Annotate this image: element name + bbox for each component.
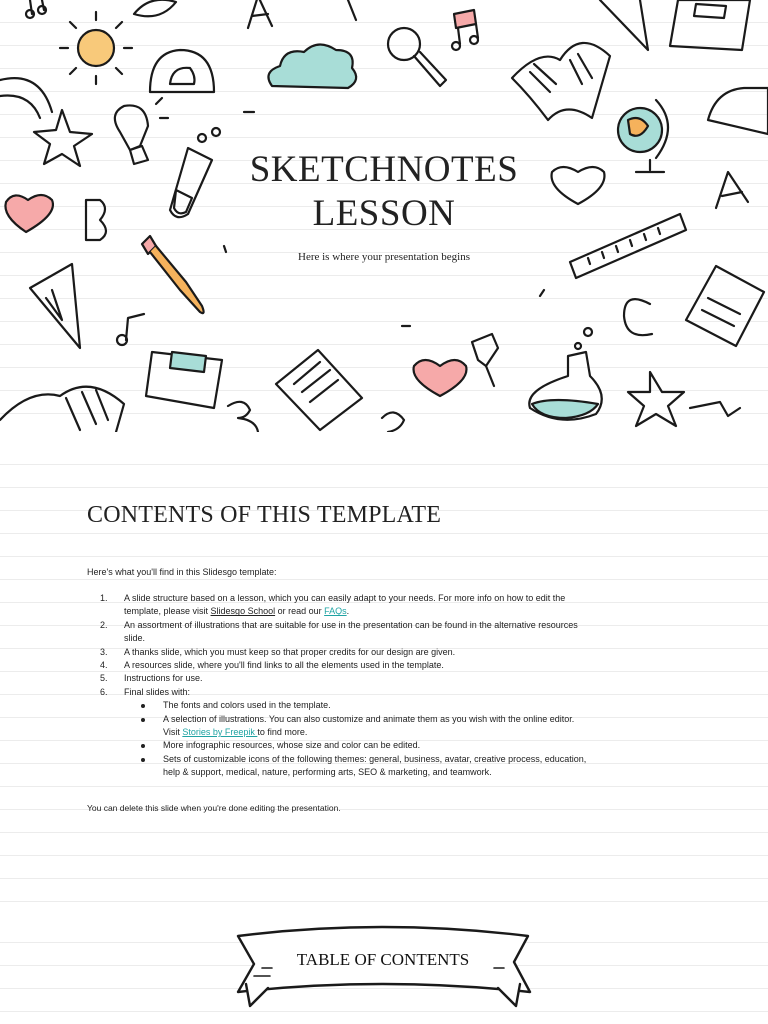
- letter-c-icon: [624, 299, 652, 335]
- book-bottom-icon: [146, 352, 222, 408]
- contents-title: CONTENTS OF THIS TEMPLATE: [87, 502, 442, 528]
- presentation-title: SKETCHNOTES LESSON: [249, 149, 519, 234]
- contents-list: [87, 592, 587, 780]
- protractor-icon: [150, 50, 214, 92]
- list-text: A thanks slide, which you must keep so that proper credits for our design are given.: [124, 646, 456, 657]
- triangle-ruler-icon: [30, 264, 80, 348]
- title-slide: [0, 0, 768, 432]
- set-square-icon: [600, 0, 648, 50]
- list-item: [87, 659, 587, 672]
- swoosh-icon: [690, 402, 740, 416]
- list-item: [87, 646, 587, 659]
- push-pin-icon: [472, 334, 498, 386]
- star-bottom-icon: [628, 372, 684, 426]
- sub-list-item: More infographic resources, whose size and color can be edited.: [124, 739, 587, 752]
- list-number: 1.: [100, 593, 108, 603]
- sun-icon: [60, 12, 132, 84]
- sub-list-item: [124, 713, 587, 740]
- music-note-mid-icon: [117, 314, 144, 345]
- lightbulb-icon: [115, 98, 168, 164]
- sub-list-item: Sets of customizable icons of the following themes: general, business, avatar, creative process, education, help & support, medical, nature, performing arts, SEO & marketing, and teamwork.: [124, 753, 587, 780]
- digit-two-icon: [382, 412, 404, 432]
- list-text: or read our: [275, 606, 325, 617]
- flask-icon: [529, 328, 601, 420]
- letter-a-right-icon: [716, 172, 748, 208]
- list-text: .: [346, 606, 350, 617]
- sub-list-text: A selection of illustrations. You can also customize and animate them as you wish with the online editor. Visit: [163, 713, 575, 738]
- leaf-icon: [134, 0, 176, 16]
- magnifier-icon: [388, 28, 446, 86]
- list-number: 4.: [100, 660, 108, 671]
- rainbow-icon: [0, 78, 52, 118]
- ruler-icon: [570, 214, 686, 278]
- heart-left-icon: [5, 195, 53, 232]
- stories-by-freepik-link[interactable]: Stories by Freepik: [182, 727, 258, 738]
- list-item: [87, 686, 587, 780]
- music-note-pink-icon: [452, 10, 478, 50]
- list-text: A resources slide, where you'll find links to all the elements used in the template.: [124, 660, 444, 671]
- sub-list-text: to find more.: [257, 727, 308, 738]
- open-book-bottom-icon: [0, 387, 124, 432]
- list-number: 5.: [100, 673, 108, 684]
- pencil-top-icon: [348, 0, 356, 20]
- table-of-contents-title: TABLE OF CONTENTS: [296, 950, 470, 969]
- presentation-subtitle: Here is where your presentation begins: [298, 251, 470, 263]
- open-book-icon: [512, 43, 610, 120]
- toc-slide: [0, 920, 768, 1024]
- sub-list-item: The fonts and colors used in the template.: [124, 699, 587, 712]
- list-text: An assortment of illustrations that are suitable for use in the presentation can be found in the alternative resources slide.: [124, 619, 578, 644]
- slide-gap: [0, 432, 768, 442]
- contents-intro: Here's what you'll find in this Slidesgo template:: [87, 567, 277, 577]
- list-number: 2.: [100, 619, 108, 630]
- cloud-icon: [268, 44, 356, 88]
- music-note-icon: [26, 0, 46, 18]
- document-icon: [276, 350, 362, 430]
- letter-b-icon: [86, 200, 106, 240]
- list-text: Instructions for use.: [124, 673, 203, 684]
- letter-a-top-icon: [248, 0, 272, 28]
- list-item: [87, 672, 587, 685]
- globe-icon: [618, 100, 668, 172]
- list-text: A slide structure based on a lesson, which you can easily adapt to your needs. For more info on how to edit the template, please visit: [124, 593, 566, 617]
- list-item: [87, 592, 587, 619]
- heart-bottom-icon: [414, 360, 467, 396]
- sub-list: [124, 699, 587, 779]
- faqs-link[interactable]: FAQs: [324, 606, 347, 617]
- footer-note: You can delete this slide when you're done editing the presentation.: [87, 803, 341, 813]
- list-text: Final slides with:: [124, 686, 191, 697]
- paintbrush-icon: [142, 236, 204, 313]
- list-number: 3.: [100, 646, 108, 657]
- contents-slide: [0, 442, 768, 920]
- list-number: 6.: [100, 686, 108, 697]
- paper-right-icon: [686, 266, 764, 346]
- digit-three-icon: [228, 402, 258, 432]
- protractor-right-icon: [708, 88, 768, 134]
- star-left-icon: [34, 110, 92, 166]
- closed-book-icon: [670, 0, 750, 50]
- slidesgo-school-link[interactable]: Slidesgo School: [210, 606, 276, 617]
- list-item: [87, 619, 587, 646]
